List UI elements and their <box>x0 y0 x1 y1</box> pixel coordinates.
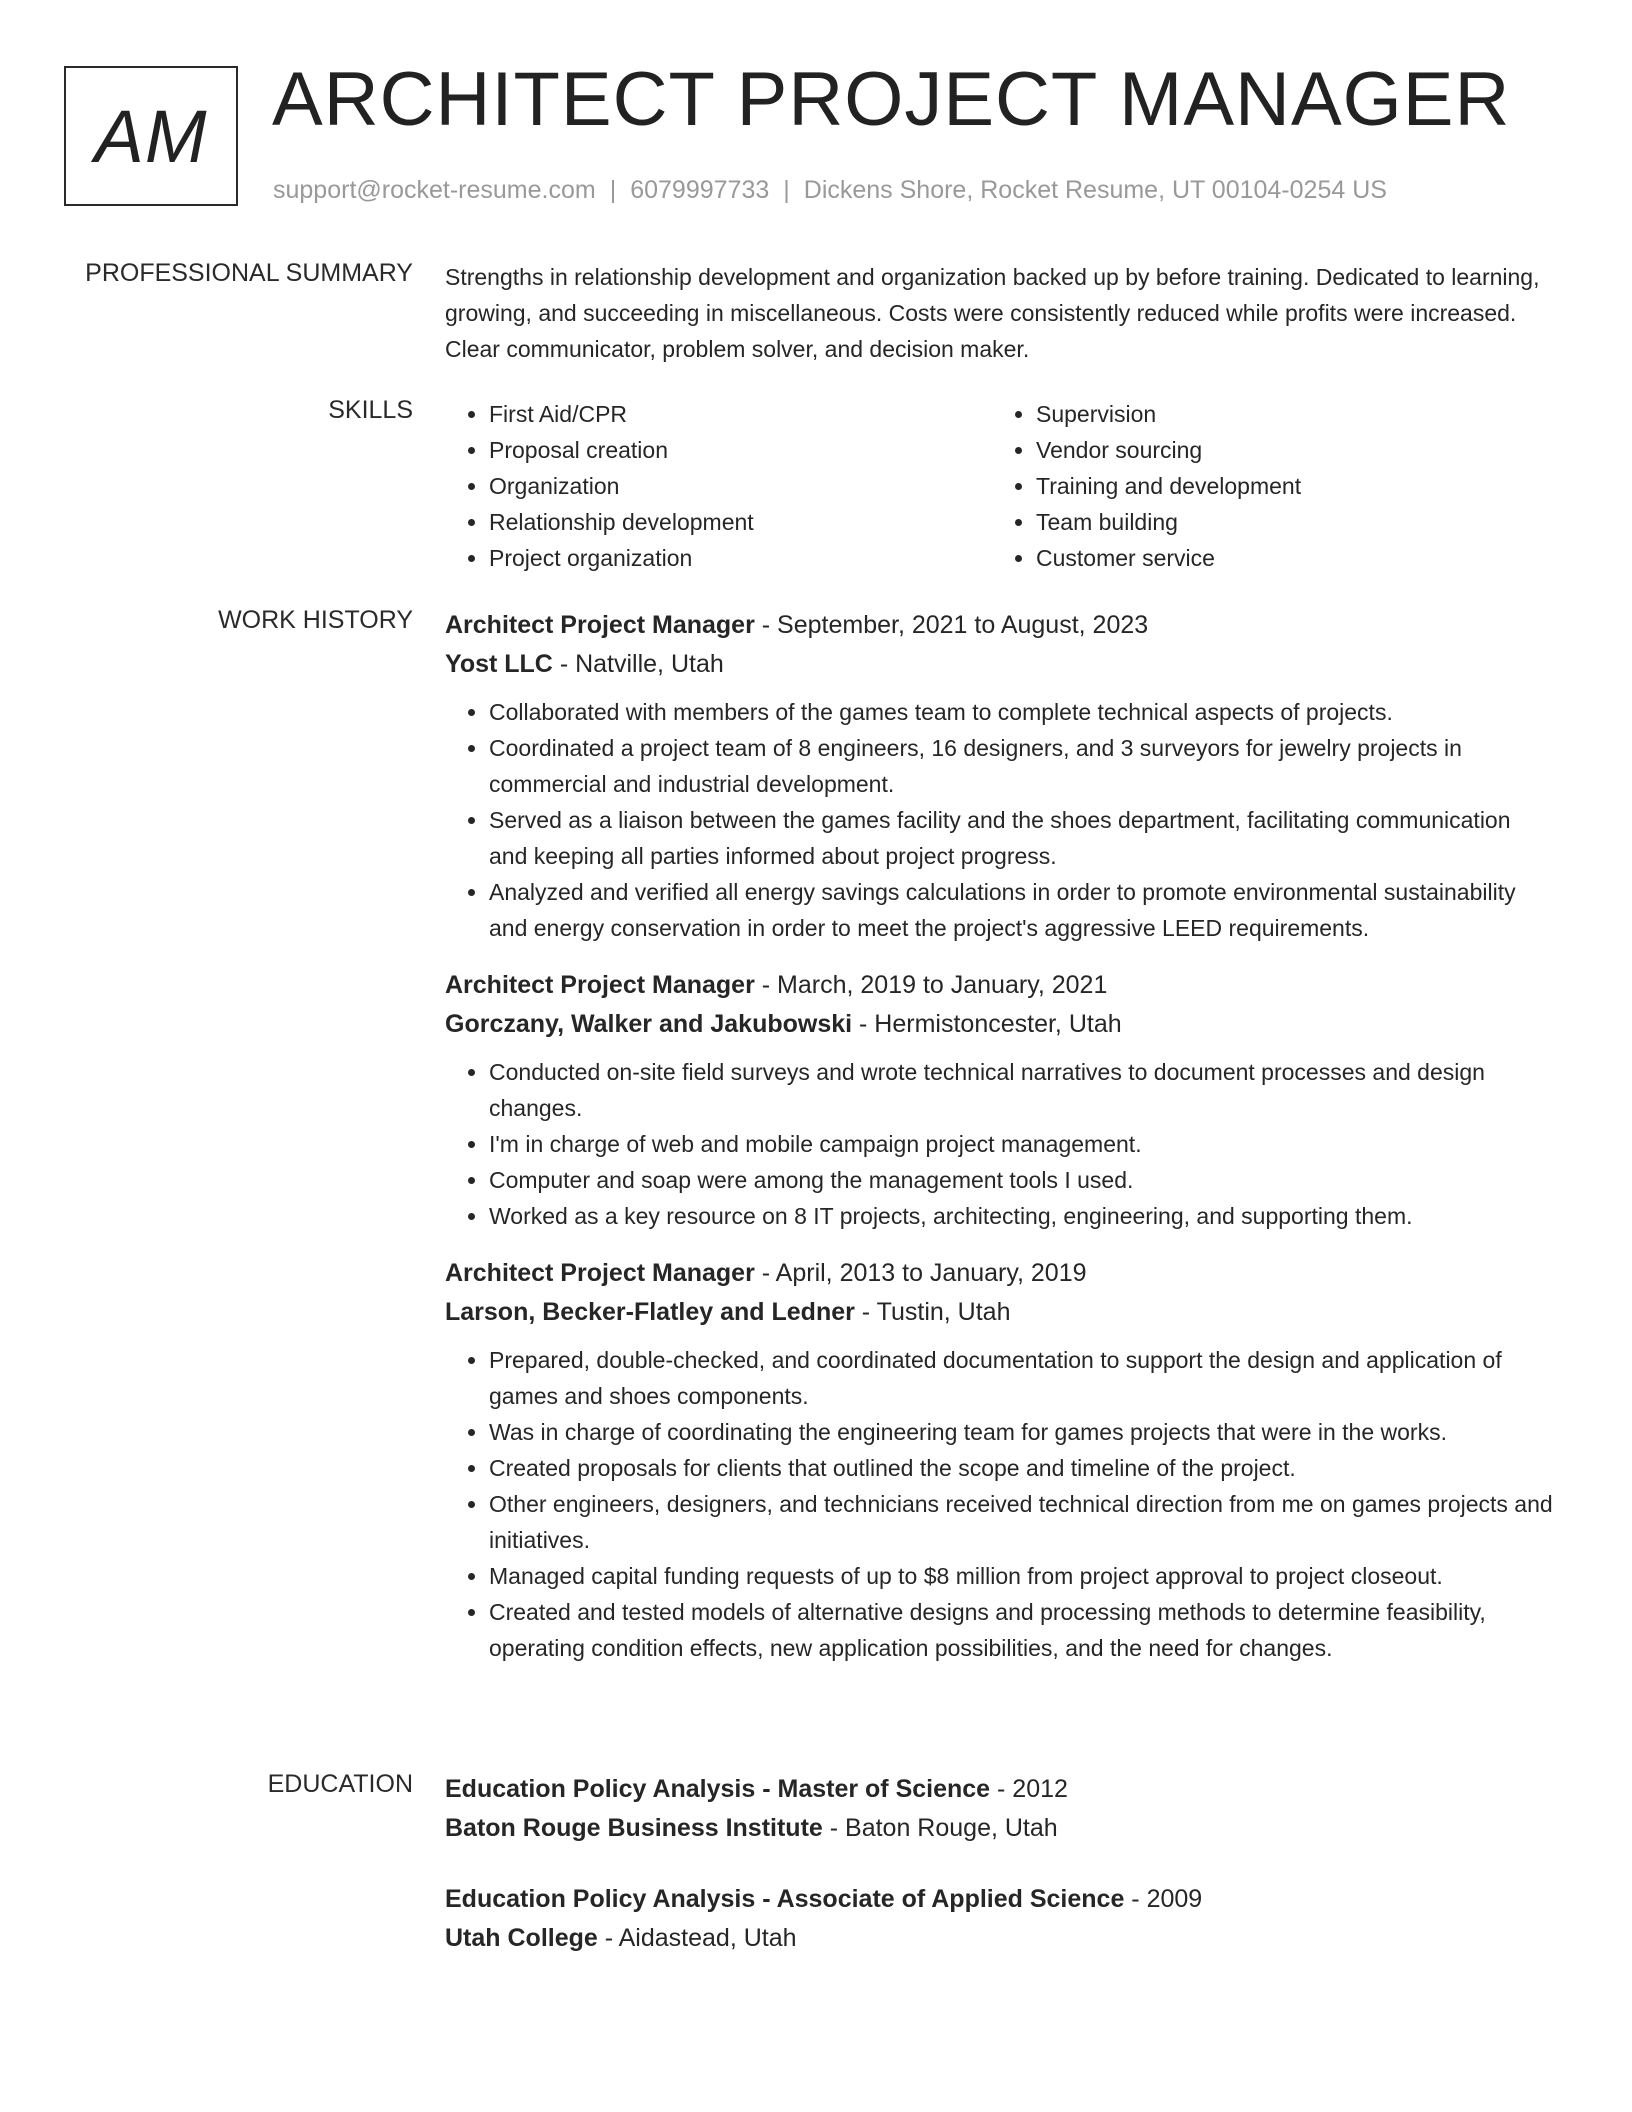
skill-item: • First Aid/CPR <box>489 396 992 432</box>
employer-location: - Hermistoncester, Utah <box>852 1010 1122 1038</box>
job-title: Architect Project Manager <box>445 971 755 999</box>
employer-location: - Natville, Utah <box>552 650 724 678</box>
job-entry <box>445 606 1555 946</box>
skill-item: • Organization <box>489 468 992 504</box>
job-entry <box>445 966 1555 1234</box>
job-bullet: • Coordinated a project team of 8 engineers, 16 designers, and 3 surveyors for jewelry projects in commercial and industrial development. <box>489 730 1555 802</box>
skills-grid <box>445 396 1555 576</box>
job-bullet: • Created and tested models of alternative designs and processing methods to determine feasibility, operating condition effects, new application possibilities, and the need for changes. <box>489 1594 1555 1666</box>
degree-name: Education Policy Analysis - Master of Science <box>445 1775 991 1803</box>
contact-separator: | <box>609 176 617 204</box>
section-label-summary: PROFESSIONAL SUMMARY <box>85 259 413 287</box>
skills-column-left <box>445 396 992 576</box>
contact-email: support@rocket-resume.com <box>273 176 596 204</box>
degree-year: - 2012 <box>990 1775 1068 1803</box>
skill-item: • Vendor sourcing <box>1036 432 1555 468</box>
school-location: - Baton Rouge, Utah <box>822 1814 1058 1842</box>
employer-name: Gorczany, Walker and Jakubowski <box>445 1010 853 1038</box>
job-bullet: • Collaborated with members of the games team to complete technical aspects of projects. <box>489 694 1555 730</box>
job-bullet: • Worked as a key resource on 8 IT projects, architecting, engineering, and supporting them. <box>489 1198 1555 1234</box>
degree-line <box>445 1770 1555 1809</box>
employer-line <box>445 1005 1555 1044</box>
job-bullet: • Prepared, double-checked, and coordinated documentation to support the design and application of games and shoes components. <box>489 1342 1555 1414</box>
job-bullet: • Computer and soap were among the management tools I used. <box>489 1162 1555 1198</box>
job-dates: - April, 2013 to January, 2019 <box>754 1259 1087 1287</box>
job-dates: - March, 2019 to January, 2021 <box>754 971 1108 999</box>
education-entry <box>445 1880 1555 1958</box>
employer-location: - Tustin, Utah <box>854 1298 1011 1326</box>
job-bullet: • Other engineers, designers, and technicians received technical direction from me on games projects and initiatives. <box>489 1486 1555 1558</box>
job-dates: - September, 2021 to August, 2023 <box>754 611 1149 639</box>
school-name: Baton Rouge Business Institute <box>445 1814 823 1842</box>
education-entry <box>445 1770 1555 1848</box>
job-title: Architect Project Manager <box>445 1259 755 1287</box>
skill-item: • Relationship development <box>489 504 992 540</box>
job-title: Architect Project Manager <box>445 611 755 639</box>
school-location: - Aidastead, Utah <box>597 1924 797 1952</box>
employer-name: Larson, Becker-Flatley and Ledner <box>445 1298 855 1326</box>
school-name: Utah College <box>445 1924 598 1952</box>
job-entry <box>445 1254 1555 1666</box>
skill-item: • Customer service <box>1036 540 1555 576</box>
degree-line <box>445 1880 1555 1919</box>
employer-line <box>445 645 1555 684</box>
job-title-line <box>445 606 1555 645</box>
job-bullet: • Was in charge of coordinating the engineering team for games projects that were in the works. <box>489 1414 1555 1450</box>
employer-line <box>445 1293 1555 1332</box>
job-bullet: • I'm in charge of web and mobile campaign project management. <box>489 1126 1555 1162</box>
contact-line <box>273 176 1387 205</box>
job-bullets <box>445 694 1555 946</box>
job-bullet: • Conducted on-site field surveys and wrote technical narratives to document processes and design changes. <box>489 1054 1555 1126</box>
school-line <box>445 1809 1555 1848</box>
monogram-logo: AM <box>64 66 238 206</box>
job-bullets <box>445 1054 1555 1234</box>
section-label-skills: SKILLS <box>328 396 413 424</box>
degree-name: Education Policy Analysis - Associate of Applied Science <box>445 1885 1125 1913</box>
school-line <box>445 1919 1555 1958</box>
job-bullets <box>445 1342 1555 1666</box>
resume-name-title: ARCHITECT PROJECT MANAGER <box>272 57 1511 142</box>
contact-phone: 6079997733 <box>630 176 770 204</box>
section-label-education: EDUCATION <box>267 1770 413 1798</box>
job-bullet: • Created proposals for clients that outlined the scope and timeline of the project. <box>489 1450 1555 1486</box>
job-bullet: • Managed capital funding requests of up to $8 million from project approval to project closeout. <box>489 1558 1555 1594</box>
job-title-line <box>445 1254 1555 1293</box>
job-bullet: • Served as a liaison between the games facility and the shoes department, facilitating communication and keeping all parties informed about project progress. <box>489 802 1555 874</box>
job-bullet: • Analyzed and verified all energy savings calculations in order to promote environmental sustainability and energy conservation in order to meet the project's aggressive LEED requirements. <box>489 874 1555 946</box>
skill-item: • Training and development <box>1036 468 1555 504</box>
contact-address: Dickens Shore, Rocket Resume, UT 00104-0254 US <box>803 176 1387 204</box>
summary-text: Strengths in relationship development and organization backed up by before training. Dedicated to learning, growing, and succeeding in miscellaneous. Costs were consistently reduced while profits were increased. Clear communicator, problem solver, and decision maker. <box>445 264 1540 362</box>
skill-item: • Supervision <box>1036 396 1555 432</box>
employer-name: Yost LLC <box>445 650 553 678</box>
skills-column-right <box>992 396 1555 576</box>
job-title-line <box>445 966 1555 1005</box>
degree-year: - 2009 <box>1124 1885 1203 1913</box>
skill-item: • Team building <box>1036 504 1555 540</box>
skill-item: • Project organization <box>489 540 992 576</box>
contact-separator: | <box>783 176 790 204</box>
section-label-work-history: WORK HISTORY <box>218 606 413 634</box>
skill-item: • Proposal creation <box>489 432 992 468</box>
